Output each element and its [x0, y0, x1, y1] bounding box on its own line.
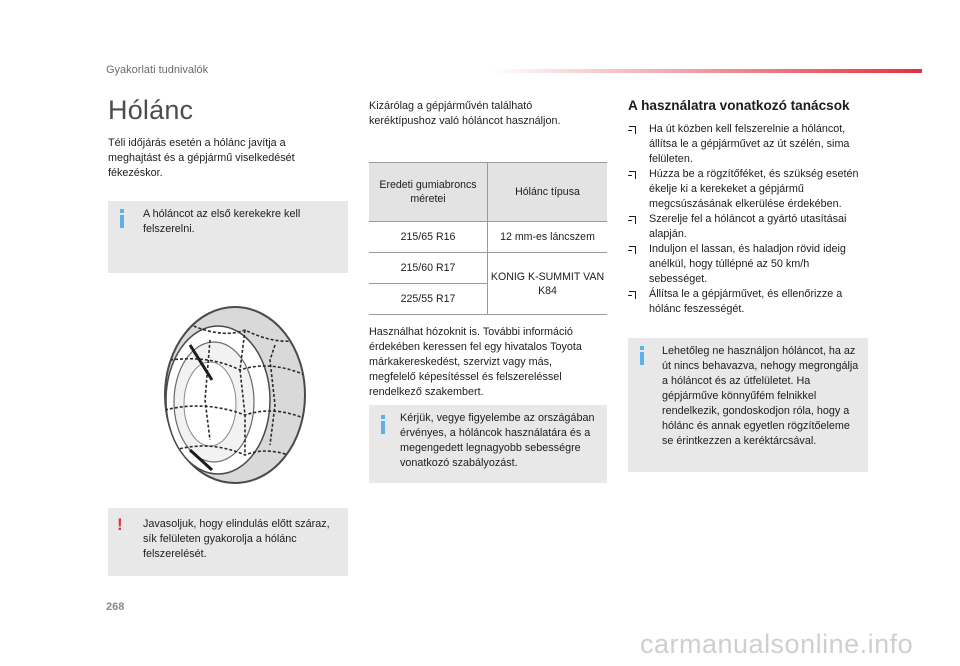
warning-icon: ! [117, 515, 123, 534]
info-box-front-wheels [108, 201, 348, 273]
table-cell-chain: KONIG K-SUMMIT VAN K84 [488, 253, 608, 315]
list-item: Induljon el lassan, és haladjon rövid ideig anélkül, hogy túllépné az 50 km/h sebességet. [628, 242, 868, 287]
watermark: carmanualsonline.info [640, 629, 914, 659]
table-cell-chain: 12 mm-es láncszem [488, 222, 608, 253]
info-icon [381, 415, 385, 434]
bullet-icon [629, 216, 636, 224]
bullet-icon [629, 126, 636, 134]
table-cell-size: 225/55 R17 [369, 284, 488, 315]
info-box-usage [628, 338, 868, 472]
middle-note-text: Használhat hózoknit is. További információ érdekében keressen fel egy hivatalos Toyota márkakereskedést, szervizt vagy más, megfelelő képesítéssel és felszereléssel rendelkező szakembert. [369, 326, 582, 398]
table-header-row [369, 163, 607, 222]
page-title: Hólánc [108, 95, 194, 125]
table-header-chain-type: Hólánc típusa [488, 163, 608, 222]
info-note-text: Lehetőleg ne használjon hóláncot, ha az út nincs behavazva, nehogy megrongálja a hóláncot és az útfelületet. Ha gépjárműve könnyűfém felnikkel rendelkezik, gondoskodjon róla, hogy a hólánc és annak egyetlen rögzítőeleme se érintkezzen a keréktárcsával. [662, 345, 859, 447]
intro-text: Téli időjárás esetén a hólánc javítja a meghajtást és a gépjármű viselkedését fékezéskor. [108, 137, 295, 179]
middle-intro-text: Kizárólag a gépjárművén található keréktípushoz való hóláncot használjon. [369, 100, 561, 127]
bullet-icon [629, 291, 636, 299]
bullet-icon [629, 246, 636, 254]
list-item: Ha út közben kell felszerelnie a hóláncot, állítsa le a gépjárművet az út szélén, sima felületen. [628, 122, 868, 167]
section-title: Gyakorlati tudnivalók [106, 64, 209, 76]
advice-list [628, 122, 868, 317]
info-box-regulations [369, 405, 607, 483]
table-cell-size: 215/60 R17 [369, 253, 488, 284]
list-item: Szerelje fel a hóláncot a gyártó utasításai alapján. [628, 212, 868, 242]
section-heading: A használatra vonatkozó tanácsok [628, 98, 850, 113]
tire-chain-table [369, 162, 607, 315]
tire-with-snow-chain-illustration [150, 300, 310, 490]
info-icon [120, 209, 124, 228]
header-accent-line [490, 69, 922, 73]
warning-box-practice [108, 508, 348, 576]
table-header-tire-size: Eredeti gumiabroncs méretei [369, 163, 488, 222]
table-row [369, 253, 607, 284]
bullet-icon [629, 171, 636, 179]
info-note-text: Kérjük, vegye figyelembe az országában érvényes, a hóláncok használatára és a megengedett legnagyobb sebességre vonatkozó szabályozást. [400, 412, 595, 469]
list-item: Húzza be a rögzítőféket, és szükség esetén ékelje ki a kerekeket a gépjármű megcsúszásának elkerülése érdekében. [628, 167, 868, 212]
info-icon [640, 346, 644, 365]
info-note-text: A hóláncot az első kerekekre kell felszerelni. [143, 208, 301, 235]
table-row [369, 222, 607, 253]
table-cell-size: 215/65 R16 [369, 222, 488, 253]
page-number: 268 [106, 601, 125, 613]
warning-note-text: Javasoljuk, hogy elindulás előtt száraz, sík felületen gyakorolja a hólánc felszerelését. [143, 518, 330, 560]
list-item: Állítsa le a gépjárművet, és ellenőrizze a hólánc feszességét. [628, 287, 868, 317]
